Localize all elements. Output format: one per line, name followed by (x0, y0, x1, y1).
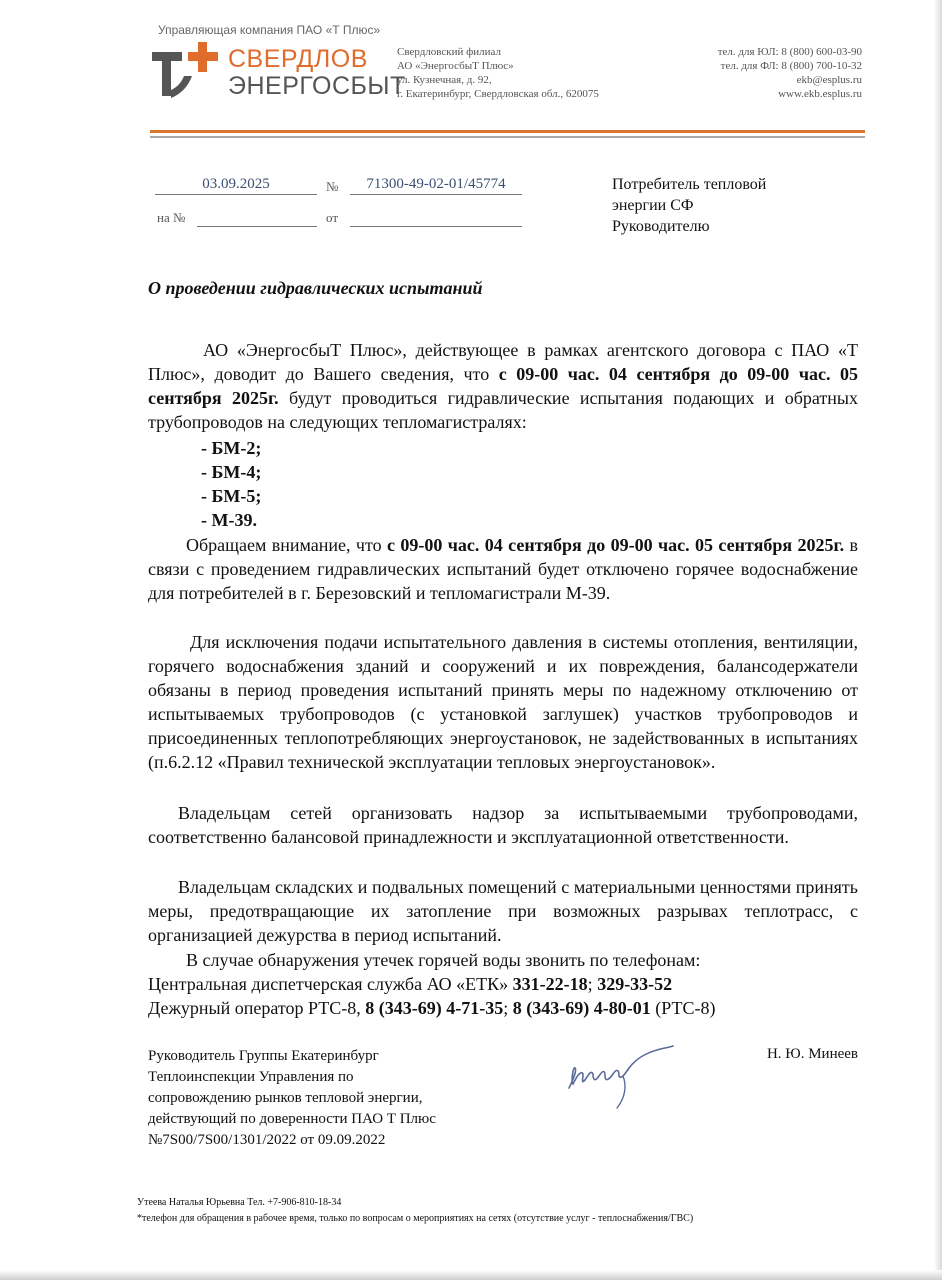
signer-line: Теплоинспекции Управления по (148, 1069, 354, 1085)
paragraph-intro (148, 338, 858, 434)
email-link[interactable]: ekb@esplus.ru (796, 74, 862, 86)
signer-line: №7S00/7S00/1301/2022 от 09.09.2022 (148, 1132, 386, 1148)
dispatch-phones (148, 972, 716, 996)
recipient-line: энергии СФ (612, 197, 694, 214)
phone-number: 8 (343-69) 4-80-01 (512, 998, 651, 1018)
mains-list (201, 436, 261, 532)
paragraph-network-owners (148, 801, 858, 849)
phones-intro: В случае обнаружения утечек горячей воды звонить по телефонам: (186, 950, 701, 970)
branch-line: г. Екатеринбург, Свердловская обл., 620075 (397, 88, 599, 100)
reply-to-blank (197, 226, 317, 227)
signer-line: Руководитель Группы Екатеринбург (148, 1048, 379, 1064)
operator-phones (148, 996, 716, 1020)
list-item: - БМ-2; (201, 438, 262, 458)
managing-company: Управляющая компания ПАО «Т Плюс» (158, 23, 381, 37)
header-divider-orange (150, 130, 865, 133)
operator-label: Дежурный оператор РТС-8, (148, 998, 366, 1018)
branch-address (397, 45, 599, 101)
branch-line: Свердловский филиал (397, 46, 502, 58)
text: Владельцам складских и подвальных помещений с материальными ценностями принять меры, предотвращающие их затопление при возможных разрывах теплотрасс, с организацией дежурства в период испытаний. (148, 877, 858, 945)
phone-legal: тел. для ЮЛ: 8 (800) 600-03-90 (717, 46, 862, 58)
paragraph-warehouse-owners (148, 875, 858, 947)
text: АО «ЭнергосбыТ Плюс», действующее в рамках агентского договора с ПАО «Т Плюс», доводит до Вашего сведения, что (148, 340, 858, 384)
paragraph-requirements (148, 630, 858, 774)
text: в связи с проведением гидравлических испытаний будет отключено горячее водоснабжение для потребителей в г. Березовский и тепломагистрали М-39. (148, 535, 858, 603)
reply-to-label: на № (157, 210, 186, 225)
separator: ; (587, 974, 598, 994)
phone-number: 331-22-18 (512, 974, 588, 994)
paragraph-attention (148, 533, 858, 605)
letter-subject: О проведении гидравлических испытаний (148, 278, 483, 298)
number-label: № (326, 179, 339, 194)
page-bottom-shadow (0, 1270, 942, 1280)
phone-number: 329-33-52 (597, 974, 673, 994)
list-item: - М-39. (201, 510, 257, 530)
logo-text-line2: ЭНЕРГОСБЫТ (228, 72, 406, 100)
separator: ; (503, 998, 513, 1018)
executor-contact: Утеева Наталья Юрьевна Тел. +7-906-810-18-34 (137, 1197, 342, 1208)
dispatch-label: Центральная диспетчерская служба АО «ЕТК» (148, 974, 513, 994)
handwritten-signature (563, 1040, 683, 1115)
contacts-block (718, 45, 862, 101)
text: будут проводиться гидравлические испытания подающих и обратных трубопроводов на следующих тепломагистралях: (148, 388, 859, 432)
recipient-line: Потребитель тепловой (612, 176, 767, 193)
signer-position (148, 1046, 436, 1151)
signer-line: сопровождению рынков тепловой энергии, (148, 1090, 423, 1106)
operator-suffix: (РТС-8) (650, 998, 716, 1018)
from-blank (350, 226, 522, 227)
footnote: *телефон для обращения в рабочее время, только по вопросам о мероприятиях на сетях (отсутствие услуг - теплоснабжения/ГВС) (137, 1213, 694, 1224)
shutdown-period: с 09-00 час. 04 сентября до 09-00 час. 05 сентября 2025г. (386, 535, 845, 555)
signer-line: действующий по доверенности ПАО Т Плюс (148, 1111, 436, 1127)
letter-number: 71300-49-02-01/45774 (350, 176, 522, 195)
logo-text-line1: СВЕРДЛОВ (228, 45, 368, 73)
signer-name: Н. Ю. Минеев (766, 1046, 858, 1062)
letter-date: 03.09.2025 (155, 176, 317, 195)
page-edge-shadow (934, 0, 942, 1280)
recipient-line: Руководителю (612, 218, 710, 235)
branch-line: ул. Кузнечная, д. 92, (397, 74, 492, 86)
list-item: - БМ-4; (201, 462, 262, 482)
emergency-phones (148, 948, 716, 1020)
recipient-block (612, 174, 766, 237)
branch-line: АО «ЭнергосбыТ Плюс» (397, 60, 514, 72)
text: Для исключения подачи испытательного давления в системы отопления, вентиляции, горячего водоснабжения зданий и сооружений и их повреждения, балансодержатели обязаны в период проведения испытаний принять меры по надежному отключению от испытываемых трубопроводов (с установкой заглушек) участков трубопроводов и присоединенных теплопотребляющих энергоустановок, не задействованных в испытаниях (п.6.2.12 «Правил технической эксплуатации тепловых энергоустановок». (148, 632, 858, 772)
phone-number: 8 (343-69) 4-71-35 (365, 998, 504, 1018)
text: Обращаем внимание, что (186, 535, 387, 555)
header-divider-gray (150, 136, 865, 138)
text: Владельцам сетей организовать надзор за испытываемыми трубопроводами, соответственно балансовой принадлежности и эксплуатационной ответственности. (148, 803, 858, 847)
test-period: с 09-00 час. 04 сентября до 09-00 час. 05 сентября 2025г. (148, 364, 858, 408)
website-link[interactable]: www.ekb.esplus.ru (778, 88, 862, 100)
from-label: от (326, 210, 339, 225)
list-item: - БМ-5; (201, 486, 262, 506)
phone-individual: тел. для ФЛ: 8 (800) 700-10-32 (720, 60, 862, 72)
company-logo-icon (150, 38, 222, 100)
